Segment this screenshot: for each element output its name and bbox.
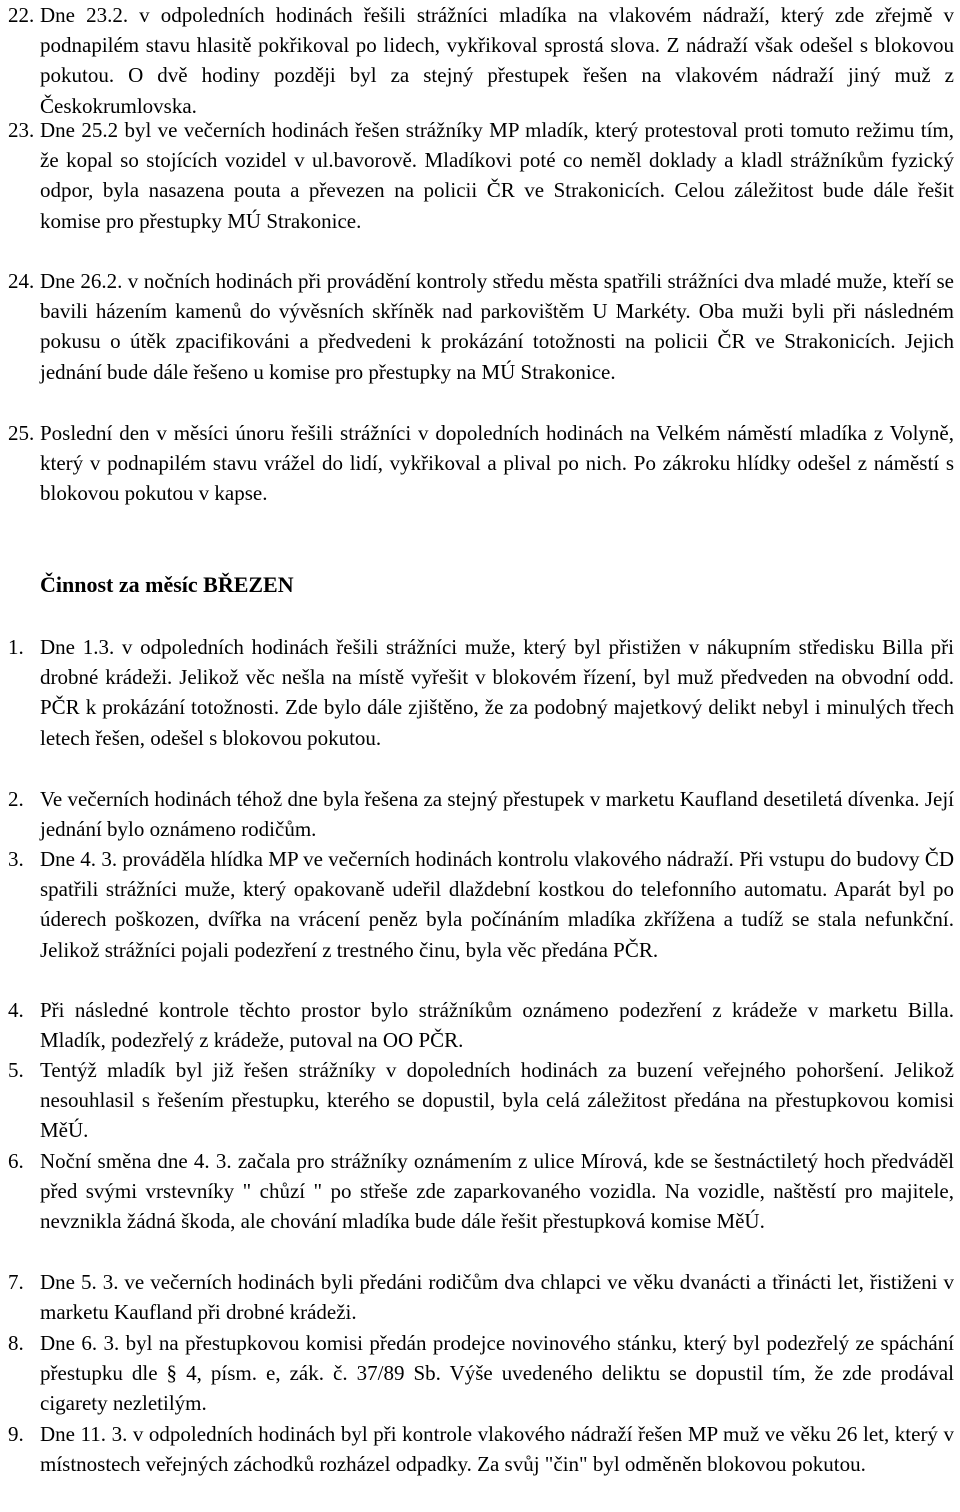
section-heading: Činnost za měsíc BŘEZEN	[40, 572, 294, 597]
item-number: 9.	[8, 1422, 24, 1446]
item-text: Dne 1.3. v odpoledních hodinách řešili strážníci muže, který byl přistižen v nákupním středisku Billa při drobné krádeži. Jelikož věc nešla na místě vyřešit v blokovém řízení, byl muž předveden na obvodní odd. PČR k prokázání totožnosti. Zde bylo dále zjištěno, že za podobný majetkový delikt nebyl i minulých třech letech řešen, odešel s blokovou pokutou.	[40, 635, 954, 750]
list-item	[8, 1267, 954, 1327]
item-number: 23.	[8, 118, 35, 142]
list-item	[8, 1419, 954, 1479]
list-item	[8, 1328, 954, 1419]
item-number: 6.	[8, 1149, 24, 1173]
list-item	[8, 418, 954, 509]
list-item	[8, 115, 954, 236]
item-text: Poslední den v měsíci únoru řešili strážníci v dopoledních hodinách na Velkém náměstí mladíka z Volyně, který v podnapilém stavu vrážel do lidí, vykřikoval a plival po nich. Po zákroku hlídky odešel z náměstí s blokovou pokutou v kapse.	[40, 421, 954, 506]
item-number: 3.	[8, 847, 24, 871]
list-item	[8, 266, 954, 387]
item-text: Ve večerních hodinách téhož dne byla řešena za stejný přestupek v marketu Kaufland desetiletá dívenka. Její jednání bylo oznámeno rodičům.	[40, 787, 954, 842]
list-item	[8, 995, 954, 1055]
item-number: 2.	[8, 787, 24, 811]
item-text: Dne 6. 3. byl na přestupkovou komisi předán prodejce novinového stánku, který byl podezřelý ze spáchání přestupku dle § 4, písm. e, zák. č. 37/89 Sb. Výše uvedeného deliktu se dopustil tím, že zde prodával cigarety nezletilým.	[40, 1331, 954, 1416]
item-number: 8.	[8, 1331, 24, 1355]
list-item	[8, 0, 954, 121]
item-text: Dne 11. 3. v odpoledních hodinách byl při kontrole vlakového nádraží řešen MP muž ve věku 26 let, který v místnostech veřejných záchodků rozházel odpadky. Za svůj "čin" byl odměněn blokovou pokutou.	[40, 1422, 954, 1477]
item-number: 7.	[8, 1270, 24, 1294]
list-item	[8, 632, 954, 753]
list-item	[8, 1146, 954, 1237]
item-text: Dne 25.2 byl ve večerních hodinách řešen strážníky MP mladík, který protestoval proti tomuto režimu tím, že kopal so stojících vozidel v ul.bavorově. Mladíkovi poté co neměl doklady a kladl strážníkům fyzický odpor, byla nasazena pouta a převezen na policii ČR ve Strakonicích. Celou záležitost bude dále řešit komise pro přestupky MÚ Strakonice.	[40, 118, 954, 233]
list-item	[8, 1055, 954, 1146]
list-item	[8, 844, 954, 965]
item-text: Dne 23.2. v odpoledních hodinách řešili strážníci mladíka na vlakovém nádraží, který zde zřejmě v podnapilém stavu hlasitě pokřikoval po lidech, vykřikoval sprostá slova. Z nádraží však odešel s blokovou pokutou. O dvě hodiny později byl za stejný přestupek řešen na vlakovém nádraží jiný muž z Českokrumlovska.	[40, 3, 954, 118]
item-number: 4.	[8, 998, 24, 1022]
item-text: Tentýž mladík byl již řešen strážníky v dopoledních hodinách za buzení veřejného pohoršení. Jelikož nesouhlasil s řešením přestupku, kterého se dopustil, byla celá záležitost předána na přestupkovou komisi MěÚ.	[40, 1058, 954, 1143]
item-number: 5.	[8, 1058, 24, 1082]
item-text: Při následné kontrole těchto prostor bylo strážníkům oznámeno podezření z krádeže v marketu Billa. Mladík, podezřelý z krádeže, putoval na OO PČR.	[40, 998, 954, 1053]
item-text: Dne 5. 3. ve večerních hodinách byli předáni rodičům dva chlapci ve věku dvanácti a třinácti let, řistiženi v marketu Kaufland při drobné krádeži.	[40, 1270, 954, 1325]
item-text: Noční směna dne 4. 3. začala pro strážníky oznámením z ulice Mírová, kde se šestnáctiletý hoch předváděl před svými vrstevníky " chůzí " po střeše zde zaparkovaného vozidla. Na vozidle, naštěstí pro majitele, nevznikla žádná škoda, ale chování mladíka bude dále řešit přestupková komise MěÚ.	[40, 1149, 954, 1234]
list-item	[8, 784, 954, 844]
item-number: 25.	[8, 421, 35, 445]
item-number: 1.	[8, 635, 24, 659]
item-text: Dne 26.2. v nočních hodinách při provádění kontroly středu města spatřili strážníci dva mladé muže, kteří se bavili házením kamenů do vývěsních skříněk nad parkovištěm U Markéty. Oba muži byli při následném pokusu o útěk zpacifikováni a předvedeni k prokázání totožnosti na policii ČR ve Strakonicích. Jejich jednání bude dále řešeno u komise pro přestupky na MÚ Strakonice.	[40, 269, 954, 384]
item-number: 22.	[8, 3, 35, 27]
item-text: Dne 4. 3. prováděla hlídka MP ve večerních hodinách kontrolu vlakového nádraží. Při vstupu do budovy ČD spatřili strážníci muže, který opakovaně udeřil dlaždební kostkou do telefonního automatu. Aparát byl po úderech poškozen, dvířka na vrácení peněz byla počínáním mladíka zkříženа a tudíž se stala nefunkční. Jelikož strážníci pojali podezření z trestného činu, byla věc předána PČR.	[40, 847, 954, 962]
item-number: 24.	[8, 269, 35, 293]
